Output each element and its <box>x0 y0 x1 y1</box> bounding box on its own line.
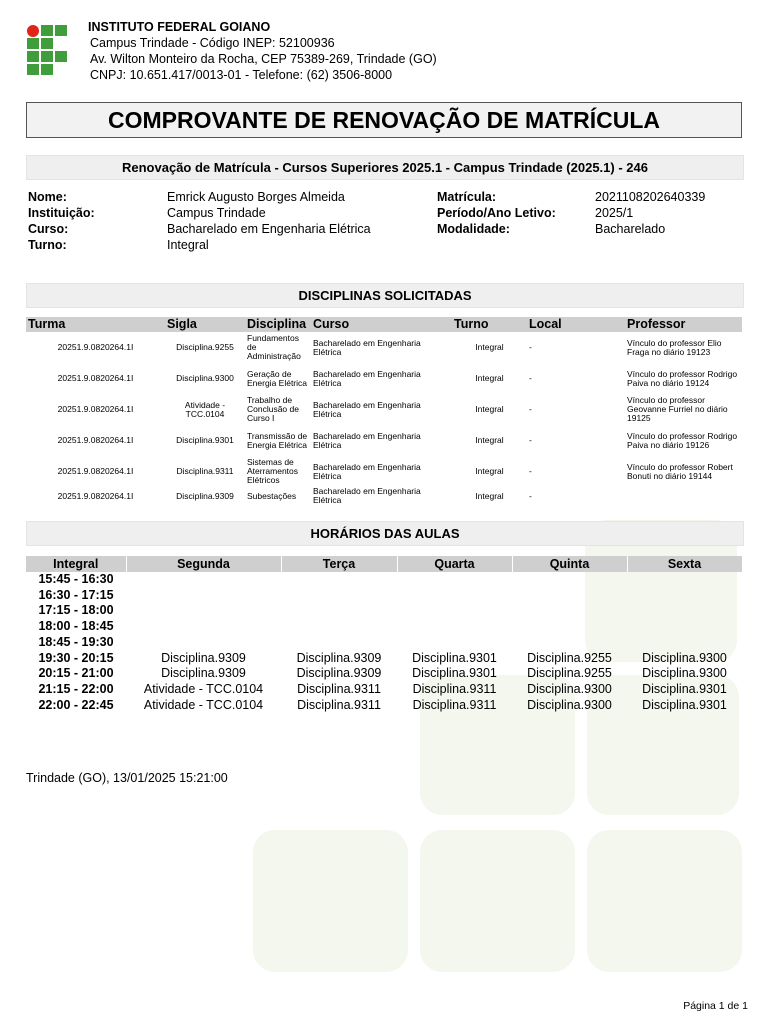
watermark-square <box>420 830 575 972</box>
disciplina-cell: Geração de Energia Elétrica <box>247 368 308 388</box>
time-cell: 18:00 - 18:45 <box>38 619 114 634</box>
sigla-cell: Disciplina.9255 <box>176 342 234 352</box>
column-header: Terça <box>281 556 397 572</box>
schedule-cell: Disciplina.9301 <box>412 650 497 665</box>
schedule-cell: Disciplina.9309 <box>161 666 246 681</box>
turno-cell: Integral <box>475 342 504 352</box>
campus-line: Campus Trindade - Código INEP: 52100936 <box>90 36 335 50</box>
column-header: Quarta <box>397 556 512 572</box>
column-header: Integral <box>26 556 126 572</box>
sigla-cell: Disciplina.9300 <box>176 373 234 383</box>
schedule-cell <box>281 635 397 651</box>
schedule-cell: Disciplina.9255 <box>527 666 612 681</box>
sigla-cell: Disciplina.9311 <box>176 466 234 476</box>
schedule-table <box>26 556 743 713</box>
schedule-cell <box>627 603 742 619</box>
schedule-cell <box>397 588 512 604</box>
column-header: Quinta <box>512 556 627 572</box>
local-cell: - <box>529 466 532 476</box>
institution-header <box>88 19 437 83</box>
table-row <box>26 456 742 487</box>
local-cell: - <box>529 490 532 501</box>
table-row <box>26 363 742 394</box>
turno-cell: Integral <box>475 373 504 383</box>
curso-cell: Bacharelado em Engenharia Elétrica <box>313 337 421 357</box>
turma-cell: 20251.9.0820264.1I <box>57 435 134 445</box>
schedule-cell <box>126 572 281 588</box>
schedule-cell <box>397 603 512 619</box>
turma-cell: 20251.9.0820264.1I <box>57 373 134 383</box>
time-cell: 15:45 - 16:30 <box>38 572 114 586</box>
institution-value: Campus Trindade <box>167 206 266 220</box>
turno-cell: Integral <box>475 490 504 501</box>
column-header: Professor <box>625 317 742 332</box>
schedule-cell: Disciplina.9311 <box>297 697 381 712</box>
schedule-cell <box>512 588 627 604</box>
student-info-right <box>437 189 705 237</box>
schedule-cell: Disciplina.9300 <box>642 650 727 665</box>
document-subtitle: Renovação de Matrícula - Cursos Superiores 2025.1 - Campus Trindade (2025.1) - 246 <box>26 155 744 180</box>
schedule-cell <box>397 572 512 588</box>
schedule-cell: Disciplina.9301 <box>412 666 497 681</box>
document-title: COMPROVANTE DE RENOVAÇÃO DE MATRÍCULA <box>26 102 742 138</box>
schedule-cell <box>627 635 742 651</box>
schedule-row <box>26 698 742 714</box>
address-line: Av. Wilton Monteiro da Rocha, CEP 75389-269, Trindade (GO) <box>90 52 437 66</box>
schedule-section-title: HORÁRIOS DAS AULAS <box>26 521 744 546</box>
course-label: Curso: <box>28 222 69 236</box>
disciplina-cell: Transmissão de Energia Elétrica <box>247 430 308 450</box>
column-header: Curso <box>311 317 452 332</box>
course-value: Bacharelado em Engenharia Elétrica <box>167 222 371 236</box>
turma-cell: 20251.9.0820264.1I <box>57 342 134 352</box>
curso-cell: Bacharelado em Engenharia Elétrica <box>313 399 421 419</box>
institution-label: Instituição: <box>28 206 95 220</box>
student-info-left <box>28 189 371 253</box>
modality-value: Bacharelado <box>595 222 666 236</box>
column-header: Disciplina <box>245 317 311 332</box>
institution-logo <box>26 24 68 74</box>
schedule-cell: Disciplina.9309 <box>296 666 382 681</box>
table-row <box>26 487 742 505</box>
disciplines-section-title: DISCIPLINAS SOLICITADAS <box>26 283 744 308</box>
schedule-cell <box>512 619 627 635</box>
schedule-cell <box>627 572 742 588</box>
local-cell: - <box>529 404 532 414</box>
column-header: Turno <box>452 317 527 332</box>
schedule-row <box>26 588 742 604</box>
schedule-row <box>26 666 742 682</box>
schedule-cell: Disciplina.9300 <box>527 681 612 696</box>
column-header: Sigla <box>165 317 245 332</box>
curso-cell: Bacharelado em Engenharia Elétrica <box>313 430 421 450</box>
disciplina-cell: Subestações <box>247 490 297 501</box>
period-value: 2025/1 <box>595 206 634 220</box>
schedule-cell <box>512 635 627 651</box>
schedule-cell <box>397 635 512 651</box>
table-row <box>26 425 742 456</box>
professor-cell <box>625 487 742 505</box>
disciplina-cell: Trabalho de Conclusão de Curso I <box>247 395 299 423</box>
time-cell: 19:30 - 20:15 <box>38 650 114 665</box>
schedule-cell <box>512 572 627 588</box>
column-header: Sexta <box>627 556 742 572</box>
shift-value: Integral <box>167 238 209 252</box>
schedule-row <box>26 635 742 651</box>
schedule-row <box>26 651 742 667</box>
modality-label: Modalidade: <box>437 222 510 236</box>
table-row <box>26 394 742 425</box>
schedule-cell <box>397 619 512 635</box>
watermark-square <box>587 830 742 972</box>
registration-value: 2021108202640339 <box>595 190 706 204</box>
schedule-cell: Disciplina.9309 <box>161 650 246 665</box>
institution-name: INSTITUTO FEDERAL GOIANO <box>88 20 271 34</box>
schedule-cell <box>627 619 742 635</box>
sigla-cell: Disciplina.9309 <box>176 490 234 501</box>
column-header: Segunda <box>126 556 281 572</box>
schedule-cell: Disciplina.9255 <box>527 650 612 665</box>
schedule-row <box>26 572 742 588</box>
schedule-cell <box>281 588 397 604</box>
schedule-cell: Disciplina.9301 <box>642 697 727 712</box>
registration-label: Matrícula: <box>437 190 497 204</box>
schedule-cell <box>512 603 627 619</box>
schedule-cell: Disciplina.9311 <box>297 681 381 696</box>
curso-cell: Bacharelado em Engenharia Elétrica <box>313 461 421 481</box>
schedule-cell: Disciplina.9300 <box>527 697 612 712</box>
turno-cell: Integral <box>475 466 504 476</box>
schedule-cell <box>281 619 397 635</box>
turma-cell: 20251.9.0820264.1I <box>57 466 134 476</box>
schedule-row <box>26 603 742 619</box>
disciplines-table <box>26 317 742 505</box>
schedule-cell <box>126 588 281 604</box>
time-cell: 16:30 - 17:15 <box>38 587 114 602</box>
schedule-cell <box>126 619 281 635</box>
professor-cell: Vínculo do professor Robert Bonuti no diário 19144 <box>627 461 733 481</box>
schedule-cell: Disciplina.9300 <box>642 666 727 681</box>
shift-label: Turno: <box>28 238 67 252</box>
turma-cell: 20251.9.0820264.1I <box>57 490 134 501</box>
local-cell: - <box>529 435 532 445</box>
schedule-cell <box>627 588 742 604</box>
column-header: Turma <box>26 317 165 332</box>
place-date: Trindade (GO), 13/01/2025 15:21:00 <box>26 771 228 785</box>
schedule-cell: Atividade - TCC.0104 <box>143 681 264 696</box>
schedule-cell <box>281 603 397 619</box>
sigla-cell: Atividade - TCC.0104 <box>184 399 226 419</box>
table-header-row <box>26 317 742 332</box>
schedule-cell: Disciplina.9301 <box>642 681 727 696</box>
schedule-cell: Disciplina.9309 <box>296 650 382 665</box>
schedule-cell: Atividade - TCC.0104 <box>143 697 264 712</box>
time-cell: 20:15 - 21:00 <box>38 666 114 681</box>
curso-cell: Bacharelado em Engenharia Elétrica <box>313 486 421 505</box>
professor-cell: Vínculo do professor Elio Fraga no diário 19123 <box>627 337 722 357</box>
schedule-cell: Disciplina.9311 <box>412 697 497 712</box>
disciplina-cell: Fundamentos de Administração <box>247 333 301 361</box>
sigla-cell: Disciplina.9301 <box>176 435 234 445</box>
schedule-cell <box>281 572 397 588</box>
local-cell: - <box>529 373 532 383</box>
cnpj-line: CNPJ: 10.651.417/0013-01 - Telefone: (62) 3506-8000 <box>90 68 393 82</box>
time-cell: 22:00 - 22:45 <box>38 697 114 712</box>
column-header: Local <box>527 317 625 332</box>
schedule-row <box>26 619 742 635</box>
schedule-cell <box>126 603 281 619</box>
watermark-square <box>253 830 408 972</box>
schedule-row <box>26 682 742 698</box>
time-cell: 18:45 - 19:30 <box>38 634 114 649</box>
name-value: Emrick Augusto Borges Almeida <box>167 190 345 204</box>
professor-cell: Vínculo do professor Geovanne Furriel no diário 19125 <box>627 395 728 423</box>
curso-cell: Bacharelado em Engenharia Elétrica <box>313 368 421 388</box>
turno-cell: Integral <box>475 435 504 445</box>
schedule-cell <box>126 635 281 651</box>
local-cell: - <box>529 342 532 352</box>
turma-cell: 20251.9.0820264.1I <box>57 404 134 414</box>
period-label: Período/Ano Letivo: <box>437 206 556 220</box>
professor-cell: Vínculo do professor Rodrigo Paiva no diário 19126 <box>627 430 738 450</box>
schedule-cell: Disciplina.9311 <box>412 681 497 696</box>
page-number: Página 1 de 1 <box>683 1000 748 1012</box>
name-label: Nome: <box>28 190 67 204</box>
time-cell: 17:15 - 18:00 <box>38 603 114 618</box>
schedule-header-row <box>26 556 742 572</box>
professor-cell: Vínculo do professor Rodrigo Paiva no diário 19124 <box>627 368 738 388</box>
time-cell: 21:15 - 22:00 <box>38 681 114 696</box>
turno-cell: Integral <box>475 404 504 414</box>
table-row <box>26 332 742 363</box>
disciplina-cell: Sistemas de Aterramentos Elétricos <box>247 457 299 485</box>
